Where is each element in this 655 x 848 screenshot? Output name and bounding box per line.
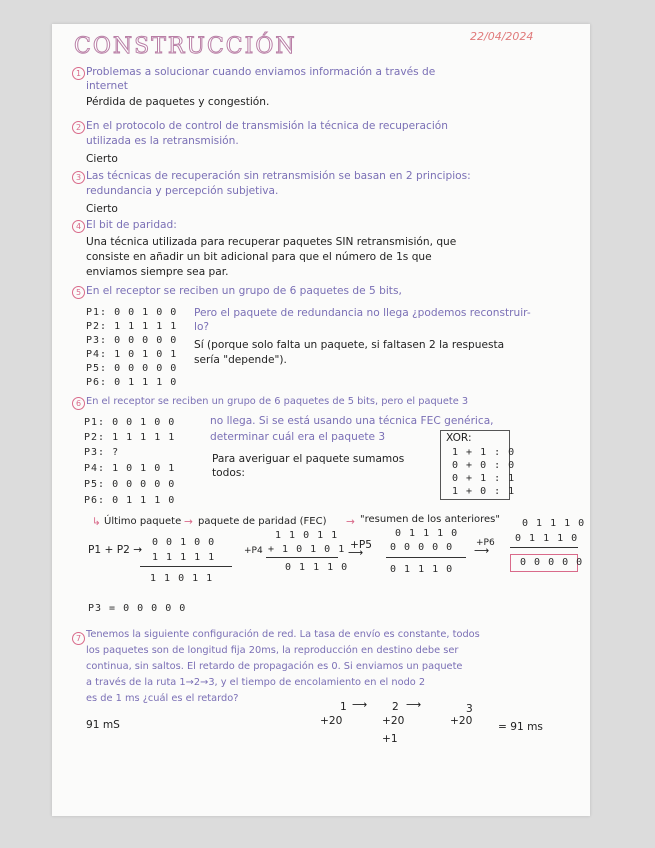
q6-text: En el receptor se reciben un grupo de 6 paquetes de 5 bits, pero el paquete 3 [86,396,469,407]
queue-delay: +1 [382,733,398,745]
delay-value: +20 [320,715,343,727]
calc-value: 1 1 0 1 1 [275,530,339,541]
question-number: 5 [72,286,85,299]
calc-label: P1 + P2 → [88,544,143,556]
q5-text: En el receptor se reciben un grupo de 6 paquetes de 5 bits, [86,285,402,297]
packet-row: P6: 0 1 1 1 0 [84,495,176,506]
sum-line [386,557,466,558]
sum-line [510,547,578,548]
q1-text: Problemas a solucionar cuando enviamos información a través de [86,66,436,78]
q7-text-4: a través de la ruta 1→2→3, y el tiempo de encolamiento en el nodo 2 [86,677,426,688]
q4-answer-2: consiste en añadir un bit adicional para que el número de 1s que [86,251,432,263]
packet-row: P2: 1 1 1 1 1 [86,321,178,332]
question-number: 2 [72,121,85,134]
calc-result: 0 0 0 0 0 [520,557,584,568]
q3-text: Las técnicas de recuperación sin retransmisión se basan en 2 principios: [86,170,471,182]
q3-text-2: redundancia y percepción subjetiva. [86,185,279,197]
xor-row: 1 + 1 : 0 [452,447,516,458]
arrow-icon: ⟶ [474,545,490,557]
note-summary: "resumen de los anteriores" [360,514,500,525]
q5-question-2: lo? [194,321,210,333]
q7-text-5: es de 1 ms ¿cuál es el retardo? [86,693,239,704]
calc-value: + 1 0 1 0 1 [268,544,346,555]
q1-text-2: internet [86,80,128,92]
packet-row: P4: 1 0 1 0 1 [86,349,178,360]
calc-op: +P5 [350,539,373,551]
packet-row: P5: 0 0 0 0 0 [84,479,176,490]
question-number: 1 [72,67,85,80]
packet-row: P3: 0 0 0 0 0 [86,335,178,346]
q5-question: Pero el paquete de redundancia no llega ¿podemos reconstruir- [194,307,531,319]
calc-result: 0 1 1 1 0 [390,564,454,575]
arrow-icon: ⟶ [352,699,368,711]
q3-answer: Cierto [86,203,118,215]
calc-result: 1 1 0 1 1 [150,573,214,584]
arrow-icon: → [346,516,355,528]
q7-text: Tenemos la siguiente configuración de red. La tasa de envío es constante, todos [86,629,480,640]
arrow-icon: → [184,516,193,528]
note-last: Último paquete [104,516,182,527]
q6-method-2: todos: [212,467,245,479]
calc-result: 0 1 1 1 0 [285,562,349,573]
q7-text-2: los paquetes son de longitud fija 20ms, la reproducción en destino debe ser [86,645,459,656]
question-number: 3 [72,171,85,184]
q4-answer-3: enviamos siempre sea par. [86,266,229,278]
packet-row: P6: 0 1 1 1 0 [86,377,178,388]
q2-text: En el protocolo de control de transmisión la técnica de recuperación [86,120,448,132]
q6-text-2: no llega. Si se está usando una técnica FEC genérica, [210,415,494,427]
q5-answer-2: sería "depende"). [194,354,287,366]
delay-value: +20 [382,715,405,727]
calc-op: +P4 [244,546,263,556]
q1-answer: Pérdida de paquetes y congestión. [86,96,270,108]
sum-line [140,566,232,567]
arrow-icon: ↳ [92,516,101,528]
q6-text-3: determinar cuál era el paquete 3 [210,431,386,443]
node-label: 2 [392,701,399,713]
node-label: 1 [340,701,347,713]
arrow-icon: ⟶ [406,699,422,711]
q4-text: El bit de paridad: [86,219,177,231]
q7-answer: 91 mS [86,719,120,731]
q6-answer: P3 = 0 0 0 0 0 [88,603,187,614]
page-title: CONSTRUCCIÓN [74,34,297,59]
xor-row: 0 + 1 : 1 [452,473,516,484]
calc-value: 0 1 1 1 0 [522,518,586,529]
page-date: 22/04/2024 [470,30,534,43]
q6-method: Para averiguar el paquete sumamos [212,453,405,465]
xor-row: 0 + 0 : 0 [452,460,516,471]
q5-answer: Sí (porque solo falta un paquete, si faltasen 2 la respuesta [194,339,505,351]
q2-text-2: utilizada es la retransmisión. [86,135,239,147]
packet-row: P5: 0 0 0 0 0 [86,363,178,374]
calc-op: +P6 [476,538,495,548]
calc-value: 1 1 1 1 1 [152,552,216,563]
calc-value: 0 1 1 1 0 [395,528,459,539]
arrow-icon: ⟶ [348,547,364,559]
delay-value: +20 [450,715,473,727]
calc-value: 0 0 0 0 0 [390,542,454,553]
packet-row: P2: 1 1 1 1 1 [84,432,176,443]
packet-row: P4: 1 0 1 0 1 [84,463,176,474]
packet-row: P1: 0 0 1 0 0 [84,417,176,428]
xor-title: XOR: [446,432,472,444]
packet-row: P3: ? [84,447,120,458]
xor-row: 1 + 0 : 1 [452,486,516,497]
q7-result: = 91 ms [498,721,543,733]
note-parity: paquete de paridad (FEC) [198,516,327,527]
calc-value: 0 0 1 0 0 [152,537,216,548]
packet-row: P1: 0 0 1 0 0 [86,307,178,318]
question-number: 4 [72,220,85,233]
q7-text-3: continua, sin saltos. El retardo de propagación es 0. Si enviamos un paquete [86,661,463,672]
q2-answer: Cierto [86,153,118,165]
calc-value: 0 1 1 1 0 [515,533,579,544]
question-number: 7 [72,632,85,645]
sum-line [266,557,338,558]
q4-answer-1: Una técnica utilizada para recuperar paquetes SIN retransmisión, que [86,236,457,248]
node-label: 3 [466,703,473,715]
question-number: 6 [72,397,85,410]
